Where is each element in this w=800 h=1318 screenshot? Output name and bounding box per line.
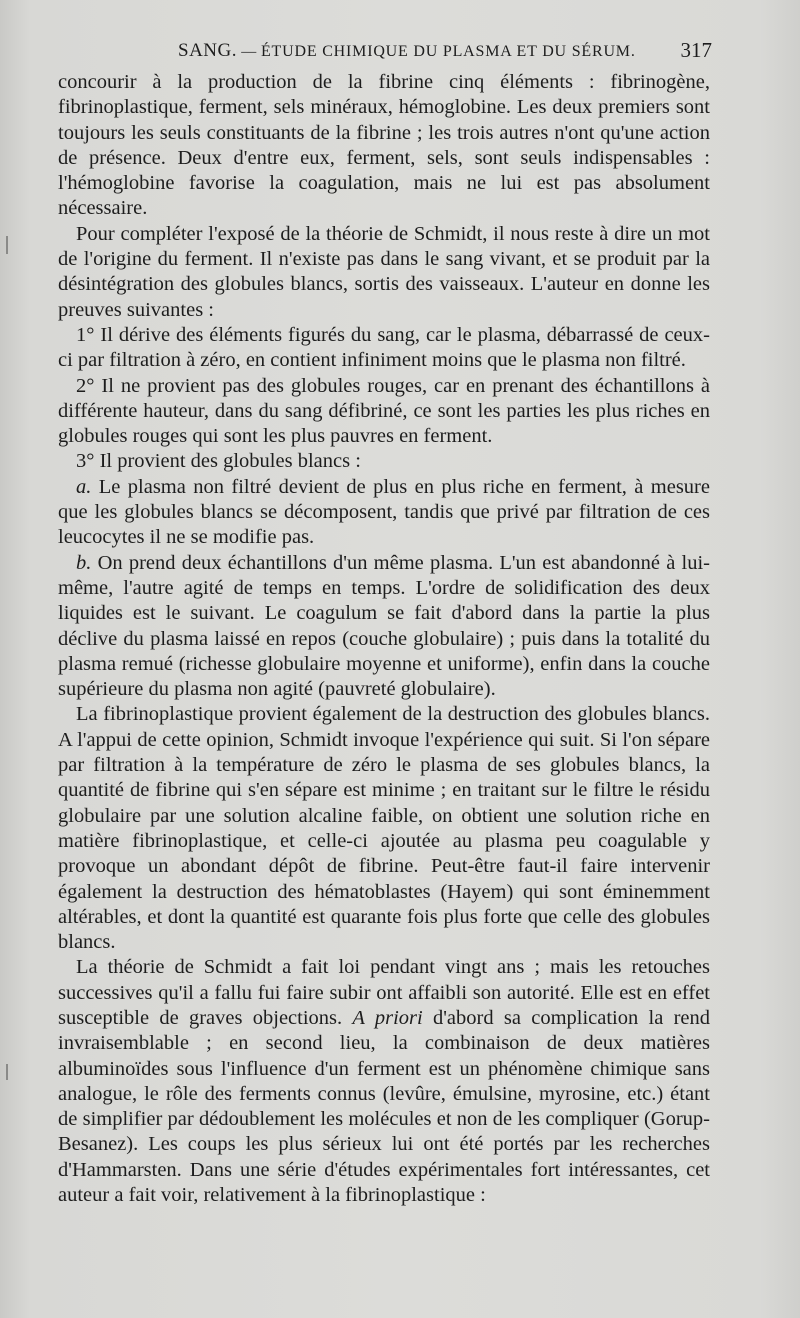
item-text: On prend deux échantillons d'un même plasma. L'un est abandonné à lui-même, l'autre agité de temps en temps. L'ordre de solidification des deux liquides est le suivant. Le coagulum se fait d'abord dans la partie la plus déclive du plasma laissé en repos (couche globulaire) ; puis dans la totalité du plasma remué (richesse globulaire moyenne et uniforme), enfin dans la couche supérieure du plasma non agité (pauvreté globulaire). [58, 551, 710, 701]
paragraph-text-end: d'abord sa complication la rend invraisemblable ; en second lieu, la combinaison de deux matières albuminoïdes sous l'influence d'un ferment est un phénomène chimique sans analogue, le rôle des ferments connus (levûre, émulsine, myrosine, etc.) étant de simplifier par dédoublement les molécules et non de les compliquer (Gorup-Besanez). Les coups les plus sérieux lui ont été portés par les recherches d'Hammarsten. Dans une série d'études expérimentales fort intéressantes, cet auteur a fait voir, relativement à la fibrinoplastique : [58, 1006, 711, 1207]
paragraph: 1° Il dérive des éléments figurés du sang, car le plasma, débarrassé de ceux-ci par filtration à zéro, en contient infiniment moins que le plasma non filtré. [58, 323, 710, 372]
paragraph [58, 955, 710, 1208]
paragraph: 2° Il ne provient pas des globules rouges, car en prenant des échantillons à différente hauteur, dans du sang défibriné, ce sont les parties les plus riches en globules rouges qui sont les plus pauvres en ferment. [58, 374, 710, 448]
running-header [58, 38, 712, 64]
paragraph: concourir à la production de la fibrine cinq éléments : fibrinogène, fibrinoplastique, ferment, sels minéraux, hémoglobine. Les deux premiers sont toujours les seuls constituants de la fibrine ; les trois autres n'ont qu'une action de présence. Deux d'entre eux, ferment, sels, sont seuls indispensables : l'hémoglobine favorise la coagulation, mais ne lui est pas absolument nécessaire. [58, 71, 710, 220]
paragraph [58, 475, 710, 551]
item-text: Le plasma non filtré devient de plus en plus riche en ferment, à mesure que les globules blancs se décomposent, tandis que privé par filtration de ces leucocytes il ne se modifie pas. [58, 475, 710, 549]
item-label: a. [76, 475, 92, 498]
paragraph [58, 551, 710, 703]
header-author: SANG. [178, 40, 237, 61]
margin-mark [6, 1064, 8, 1080]
item-label: b. [76, 551, 92, 574]
header-dash: — [241, 44, 257, 60]
paragraph: 3° Il provient des globules blancs : [76, 450, 361, 473]
paragraph: Pour compléter l'exposé de la théorie de Schmidt, il nous reste à dire un mot de l'origine du ferment. Il n'existe pas dans le sang vivant, et se produit par la désintégration des globules blancs, sortis des vaisseaux. L'auteur en donne les preuves suivantes : [58, 222, 710, 321]
paragraph: La fibrinoplastique provient également de la destruction des globules blancs. A l'appui de cette opinion, Schmidt invoque l'expérience qui suit. Si l'on sépare par filtration à la température de zéro le plasma de ses globules blancs, la quantité de fibrine qui s'en sépare est minime ; en traitant sur le filtre le résidu globulaire par une solution alcaline faible, on obtient une solution riche en matière fibrinoplastique, et celle-ci ajoutée au plasma peu coagulable y provoque un abondant dépôt de fibrine. Peut-être faut-il faire intervenir également la destruction des hématoblastes (Hayem) qui sont éminemment altérables, et dont la quantité est quarante fois plus forte que celle des globules blancs. [58, 703, 710, 954]
header-title: ÉTUDE CHIMIQUE DU PLASMA ET DU SÉRUM. [260, 43, 636, 60]
page-number: 317 [680, 38, 712, 62]
margin-mark [6, 236, 8, 254]
italic-phrase: A priori [352, 1006, 423, 1029]
paragraph-text-start: La théorie de Schmidt a fait loi pendant vingt ans ; mais les retouches successives qu'il a fallu fui faire subir ont affaibli son autorité. Elle est en effet susceptible de graves objections. [58, 956, 710, 1029]
running-title [178, 40, 636, 62]
body-text [58, 70, 710, 1208]
